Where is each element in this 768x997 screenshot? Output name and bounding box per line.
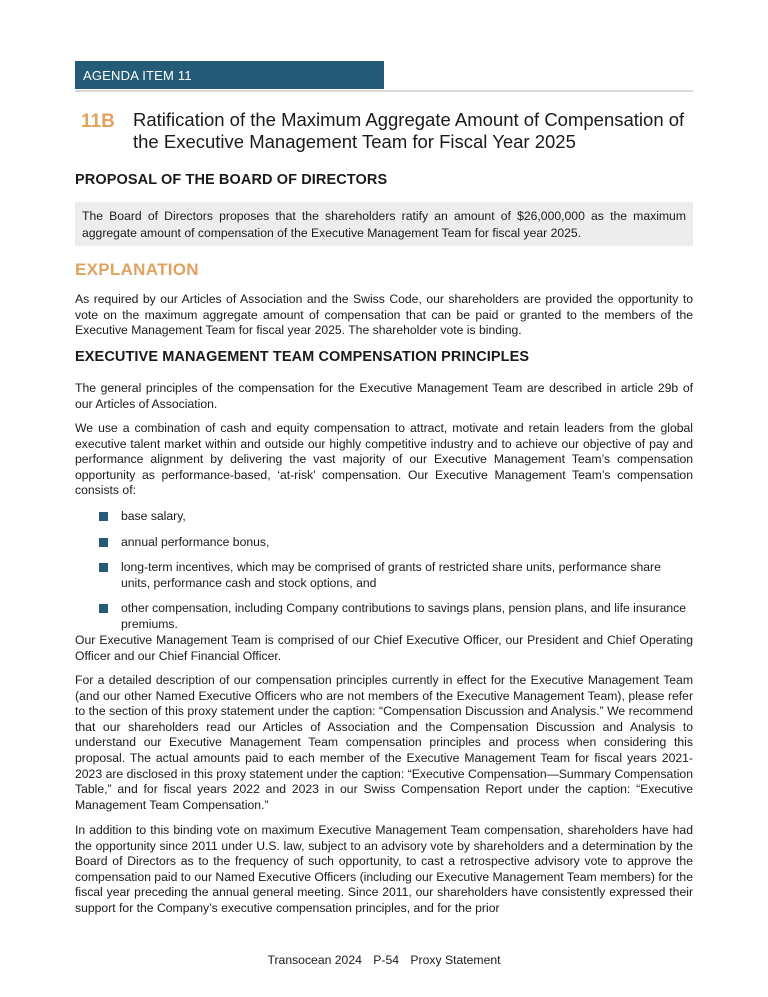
- list-item: base salary,: [99, 509, 693, 525]
- item-number: 11B: [81, 111, 115, 132]
- footer-document: Proxy Statement: [410, 953, 501, 967]
- square-bullet-icon: [99, 538, 108, 547]
- explanation-heading: EXPLANATION: [75, 260, 199, 279]
- principles-paragraph-1: The general principles of the compensation for the Executive Management Team are described in article 29b of our Articles of Association.: [75, 381, 693, 411]
- list-item: other compensation, including Company contributions to savings plans, pension plans, and life insurance premiums.: [99, 601, 693, 632]
- header-divider: [75, 90, 693, 92]
- page-footer: [0, 953, 768, 967]
- square-bullet-icon: [99, 563, 108, 572]
- explanation-paragraph: As required by our Articles of Association and the Swiss Code, our shareholders are provided the opportunity to vote on the maximum aggregate amount of compensation that can be paid or granted to the members of the Executive Management Team for fiscal year 2025. The shareholder vote is binding.: [75, 292, 693, 338]
- list-item: long-term incentives, which may be comprised of grants of restricted share units, performance share units, performance cash and stock options, and: [99, 560, 693, 591]
- agenda-item-banner: [75, 61, 384, 89]
- footer-page-number: P-54: [373, 953, 400, 967]
- proposal-text: The Board of Directors proposes that the shareholders ratify an amount of $26,000,000 as the maximum aggregate amount of compensation of the Executive Management Team for fiscal year 2025.: [82, 209, 686, 240]
- proposal-box: [75, 202, 693, 246]
- agenda-item-label: AGENDA ITEM 11: [83, 67, 192, 83]
- page-title: Ratification of the Maximum Aggregate Amount of Compensation of the Executive Management Team for Fiscal Year 2025: [133, 109, 685, 152]
- principles-paragraph-3: Our Executive Management Team is comprised of our Chief Executive Officer, our President and Chief Operating Officer and our Chief Financial Officer.: [75, 633, 693, 663]
- principles-heading: EXECUTIVE MANAGEMENT TEAM COMPENSATION PRINCIPLES: [75, 349, 530, 365]
- principles-paragraph-5: In addition to this binding vote on maximum Executive Management Team compensation, shareholders have had the opportunity since 2011 under U.S. law, subject to an advisory vote by shareholders and a determination by the Board of Directors as to the frequency of such opportunity, to cast a retrospective advisory vote to approve the compensation paid to our Named Executive Officers (including our Executive Management Team members) for the fiscal year preceding the annual general meeting. Since 2011, our shareholders have consistently expressed their support for the Company’s executive compensation principles, and for the prior: [75, 823, 693, 915]
- proposal-heading: PROPOSAL OF THE BOARD OF DIRECTORS: [75, 172, 388, 188]
- principles-paragraph-2: We use a combination of cash and equity compensation to attract, motivate and retain leaders from the global executive talent market within and outside our highly competitive industry and to achieve our objective of pay and performance alignment by delivering the vast majority of our Executive Management Team’s compensation opportunity as performance-based, ‘at-risk’ compensation. Our Executive Management Team’s compensation consists of:: [75, 421, 693, 498]
- square-bullet-icon: [99, 512, 108, 521]
- principles-paragraph-4: For a detailed description of our compensation principles currently in effect for the Executive Management Team (and our other Named Executive Officers who are not members of the Executive Management Team), please refer to the section of this proxy statement under the caption: “Compensation Discussion and Analysis.” We recommend that our shareholders read our Articles of Association and the Compensation Discussion and Analysis to understand our Executive Management Team compensation principles and process when considering this proposal. The actual amounts paid to each member of the Executive Management Team for fiscal years 2021-2023 are disclosed in this proxy statement under the caption: “Executive Compensation—Summary Compensation Table,” and for fiscal years 2022 and 2023 in our Swiss Compensation Report under the caption: “Executive Management Team Compensation.”: [75, 673, 693, 812]
- square-bullet-icon: [99, 604, 108, 613]
- list-item: annual performance bonus,: [99, 535, 693, 551]
- compensation-components-list: [99, 509, 693, 643]
- footer-company: Transocean 2024: [267, 953, 362, 967]
